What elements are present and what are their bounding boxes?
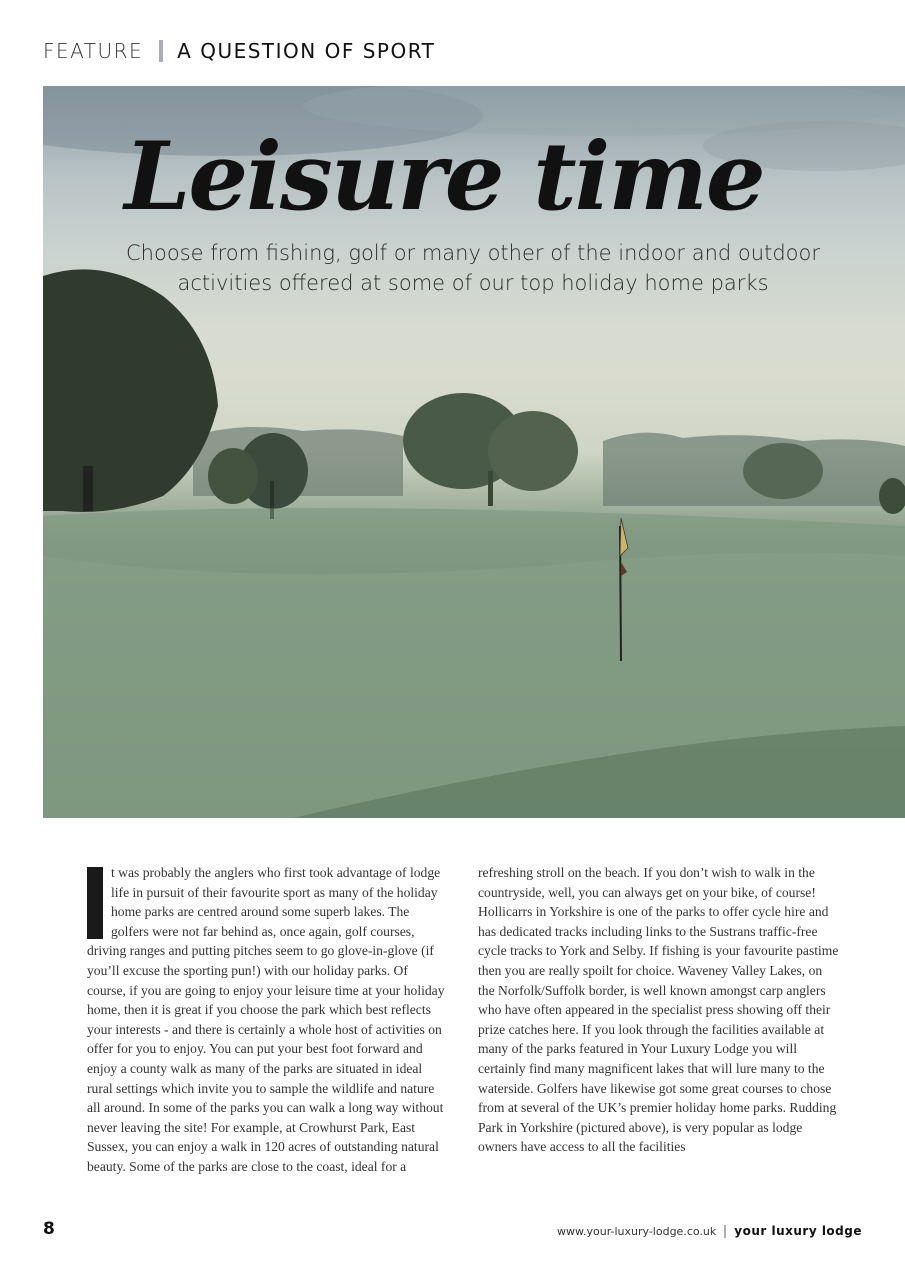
article-text-right: refreshing stroll on the beach. If you don’t wish to walk in the countryside, well, you can always get on your bike, of course! Hollicarrs in Yorkshire is one of the parks to offer cycle hire and has dedicated tracks including links to the Sustrans traffic-free cycle tracks to York and Selby. If fishing is your favourite pastime then you are really spoilt for choice. Waveney Valley Lakes, on the Norfolk/Suffolk border, is well known amongst carp anglers who have often appeared in the specialist press showing off their prize catches here. If you look through the facilities available at many of the parks featured in Your Luxury Lodge you will certainly find many magnificent lakes that will lure many to the waterside. Golfers have likewise got some great courses to chose from at several of the UK’s premier holiday home parks. Rudding Park in Yorkshire (pictured above), is very popular as lodge owners have access to all the facilities <box>478 865 839 1155</box>
article-column-left <box>87 863 449 1177</box>
page-number: 8 <box>43 1219 55 1239</box>
article-text-left: t was probably the anglers who first took advantage of lodge life in pursuit of their favourite sport as many of the holiday home parks are centred around some superb lakes. The golfers were not far behind as, once again, golf courses, driving ranges and putting pitches seem to go glove-in-glove (if you’ll excuse the sporting pun!) with our holiday parks. Of course, if you are going to enjoy your leisure time at your holiday home, then it is great if you choose the park which best reflects your interests - and there is certainly a whole host of activities on offer for you to enjoy. You can put your best foot forward and enjoy a county walk as many of the parks are situated in ideal rural settings which invite you to sample the wildlife and nature all around. In some of the parks you can walk a long way without never leaving the site! For example, at Crowhurst Park, East Sussex, you can enjoy a walk in 120 acres of outstanding natural beauty. Some of the parks are close to the coast, ideal for a <box>87 865 445 1174</box>
footer-divider <box>724 1225 726 1238</box>
page-footer <box>557 1224 862 1238</box>
article-column-right <box>478 863 840 1157</box>
hero-title: Leisure time <box>124 122 764 232</box>
hero-photo <box>43 86 905 818</box>
hero-subtitle: Choose from fishing, golf or many other of the indoor and outdoor activities offered at some of our top holiday home parks <box>126 241 820 295</box>
header-divider <box>159 40 163 62</box>
section-label: FEATURE <box>43 39 144 63</box>
page-header <box>43 36 435 66</box>
footer-url: www.your-luxury-lodge.co.uk <box>557 1224 717 1238</box>
footer-brand: your luxury lodge <box>734 1224 862 1238</box>
feature-title: A QUESTION OF SPORT <box>177 39 436 63</box>
